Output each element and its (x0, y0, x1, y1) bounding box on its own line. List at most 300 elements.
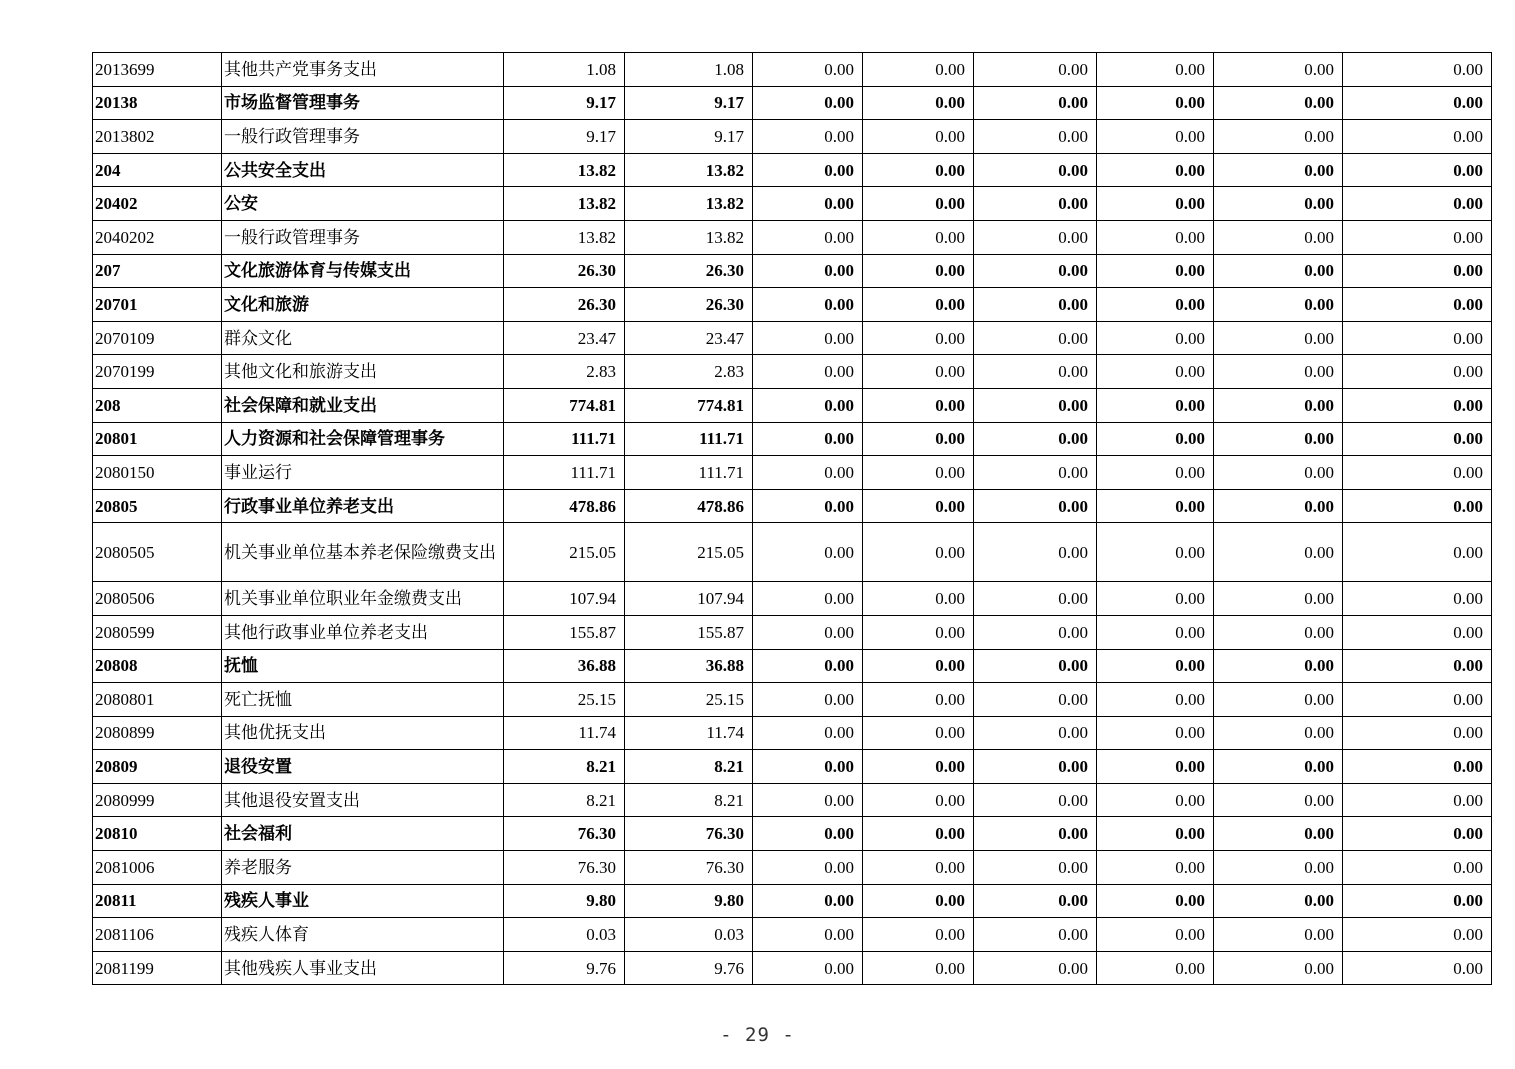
amount-cell: 774.81 (504, 388, 625, 422)
amount-cell: 0.00 (974, 321, 1097, 355)
amount-cell: 0.00 (1097, 523, 1214, 582)
amount-cell: 0.00 (1214, 288, 1343, 322)
amount-cell: 0.00 (1097, 355, 1214, 389)
amount-cell: 0.00 (1097, 388, 1214, 422)
amount-cell: 8.21 (504, 783, 625, 817)
amount-cell: 0.00 (1097, 489, 1214, 523)
amount-cell: 0.00 (1214, 582, 1343, 616)
amount-cell: 0.00 (1343, 187, 1492, 221)
amount-cell: 0.00 (1214, 220, 1343, 254)
subject-code-cell: 2070109 (93, 321, 222, 355)
amount-cell: 0.00 (974, 153, 1097, 187)
amount-cell: 0.00 (974, 884, 1097, 918)
amount-cell: 0.00 (1214, 187, 1343, 221)
amount-cell: 0.00 (1343, 750, 1492, 784)
amount-cell: 0.00 (1343, 355, 1492, 389)
table-row (93, 523, 1492, 582)
amount-cell: 0.00 (863, 683, 974, 717)
amount-cell: 76.30 (625, 817, 753, 851)
amount-cell: 0.00 (1214, 951, 1343, 985)
amount-cell: 0.00 (863, 783, 974, 817)
amount-cell: 8.21 (625, 783, 753, 817)
amount-cell: 0.00 (974, 187, 1097, 221)
amount-cell: 0.00 (863, 288, 974, 322)
amount-cell: 0.00 (753, 187, 863, 221)
amount-cell: 0.00 (1343, 86, 1492, 120)
amount-cell: 9.76 (504, 951, 625, 985)
subject-code-cell: 2081006 (93, 851, 222, 885)
amount-cell: 0.00 (974, 683, 1097, 717)
amount-cell: 2.83 (504, 355, 625, 389)
amount-cell: 0.00 (753, 489, 863, 523)
table-row (93, 321, 1492, 355)
amount-cell: 0.00 (974, 951, 1097, 985)
amount-cell: 0.00 (863, 187, 974, 221)
amount-cell: 0.00 (1097, 716, 1214, 750)
amount-cell: 0.00 (753, 649, 863, 683)
amount-cell: 0.00 (1343, 489, 1492, 523)
table-row (93, 615, 1492, 649)
amount-cell: 9.80 (504, 884, 625, 918)
amount-cell: 9.17 (625, 120, 753, 154)
amount-cell: 0.00 (1343, 321, 1492, 355)
amount-cell: 0.00 (974, 523, 1097, 582)
amount-cell: 0.00 (1214, 422, 1343, 456)
table-row (93, 918, 1492, 952)
amount-cell: 111.71 (625, 456, 753, 490)
amount-cell: 0.00 (1097, 783, 1214, 817)
table-row (93, 86, 1492, 120)
amount-cell: 0.00 (863, 86, 974, 120)
subject-name-cell: 抚恤 (222, 649, 504, 683)
amount-cell: 0.00 (974, 783, 1097, 817)
subject-name-cell: 社会保障和就业支出 (222, 388, 504, 422)
amount-cell: 0.00 (974, 86, 1097, 120)
subject-code-cell: 208 (93, 388, 222, 422)
amount-cell: 76.30 (504, 817, 625, 851)
amount-cell: 0.00 (753, 254, 863, 288)
amount-cell: 478.86 (504, 489, 625, 523)
amount-cell: 0.00 (974, 220, 1097, 254)
subject-name-cell: 其他共产党事务支出 (222, 53, 504, 87)
subject-name-cell: 其他优抚支出 (222, 716, 504, 750)
amount-cell: 13.82 (625, 220, 753, 254)
amount-cell: 26.30 (625, 288, 753, 322)
amount-cell: 0.00 (1097, 884, 1214, 918)
amount-cell: 0.03 (504, 918, 625, 952)
subject-code-cell: 20801 (93, 422, 222, 456)
subject-code-cell: 2080505 (93, 523, 222, 582)
amount-cell: 0.00 (1343, 683, 1492, 717)
subject-code-cell: 20808 (93, 649, 222, 683)
amount-cell: 0.03 (625, 918, 753, 952)
subject-name-cell: 退役安置 (222, 750, 504, 784)
subject-name-cell: 公共安全支出 (222, 153, 504, 187)
amount-cell: 0.00 (1343, 918, 1492, 952)
amount-cell: 9.17 (504, 86, 625, 120)
subject-code-cell: 2081106 (93, 918, 222, 952)
amount-cell: 8.21 (504, 750, 625, 784)
amount-cell: 0.00 (1343, 288, 1492, 322)
amount-cell: 0.00 (863, 355, 974, 389)
table-row (93, 582, 1492, 616)
amount-cell: 0.00 (753, 321, 863, 355)
amount-cell: 76.30 (504, 851, 625, 885)
subject-name-cell: 机关事业单位职业年金缴费支出 (222, 582, 504, 616)
amount-cell: 23.47 (625, 321, 753, 355)
amount-cell: 0.00 (753, 683, 863, 717)
table-row (93, 53, 1492, 87)
amount-cell: 9.76 (625, 951, 753, 985)
amount-cell: 23.47 (504, 321, 625, 355)
amount-cell: 0.00 (1343, 716, 1492, 750)
amount-cell: 0.00 (1214, 120, 1343, 154)
subject-code-cell: 20138 (93, 86, 222, 120)
subject-code-cell: 2080899 (93, 716, 222, 750)
amount-cell: 0.00 (1214, 716, 1343, 750)
amount-cell: 0.00 (974, 388, 1097, 422)
subject-name-cell: 残疾人事业 (222, 884, 504, 918)
subject-name-cell: 事业运行 (222, 456, 504, 490)
amount-cell: 0.00 (863, 918, 974, 952)
table-row (93, 456, 1492, 490)
amount-cell: 0.00 (753, 615, 863, 649)
amount-cell: 0.00 (1343, 582, 1492, 616)
amount-cell: 107.94 (504, 582, 625, 616)
amount-cell: 26.30 (625, 254, 753, 288)
subject-name-cell: 群众文化 (222, 321, 504, 355)
amount-cell: 0.00 (1343, 254, 1492, 288)
amount-cell: 0.00 (863, 153, 974, 187)
amount-cell: 0.00 (1214, 683, 1343, 717)
subject-code-cell: 2013699 (93, 53, 222, 87)
table-body (93, 53, 1492, 985)
amount-cell: 0.00 (753, 750, 863, 784)
amount-cell: 0.00 (1214, 489, 1343, 523)
table-row (93, 220, 1492, 254)
amount-cell: 0.00 (974, 817, 1097, 851)
amount-cell: 0.00 (1097, 582, 1214, 616)
amount-cell: 11.74 (504, 716, 625, 750)
subject-name-cell: 公安 (222, 187, 504, 221)
amount-cell: 25.15 (504, 683, 625, 717)
subject-name-cell: 一般行政管理事务 (222, 120, 504, 154)
amount-cell: 0.00 (753, 884, 863, 918)
amount-cell: 36.88 (625, 649, 753, 683)
amount-cell: 0.00 (753, 582, 863, 616)
amount-cell: 0.00 (1097, 851, 1214, 885)
amount-cell: 0.00 (974, 851, 1097, 885)
amount-cell: 0.00 (974, 53, 1097, 87)
amount-cell: 111.71 (504, 456, 625, 490)
amount-cell: 26.30 (504, 288, 625, 322)
amount-cell: 0.00 (753, 86, 863, 120)
amount-cell: 0.00 (863, 649, 974, 683)
amount-cell: 0.00 (1214, 321, 1343, 355)
amount-cell: 0.00 (753, 716, 863, 750)
amount-cell: 0.00 (974, 288, 1097, 322)
table-row (93, 783, 1492, 817)
amount-cell: 0.00 (1097, 649, 1214, 683)
amount-cell: 0.00 (753, 120, 863, 154)
amount-cell: 0.00 (1097, 683, 1214, 717)
subject-code-cell: 20809 (93, 750, 222, 784)
amount-cell: 478.86 (625, 489, 753, 523)
amount-cell: 0.00 (863, 523, 974, 582)
amount-cell: 36.88 (504, 649, 625, 683)
amount-cell: 9.17 (504, 120, 625, 154)
subject-name-cell: 其他行政事业单位养老支出 (222, 615, 504, 649)
table-row (93, 187, 1492, 221)
amount-cell: 0.00 (1097, 918, 1214, 952)
amount-cell: 0.00 (753, 456, 863, 490)
subject-code-cell: 2080999 (93, 783, 222, 817)
amount-cell: 0.00 (974, 456, 1097, 490)
subject-code-cell: 2040202 (93, 220, 222, 254)
amount-cell: 0.00 (863, 120, 974, 154)
amount-cell: 0.00 (1097, 817, 1214, 851)
amount-cell: 0.00 (1214, 918, 1343, 952)
subject-name-cell: 人力资源和社会保障管理事务 (222, 422, 504, 456)
amount-cell: 0.00 (863, 456, 974, 490)
amount-cell: 155.87 (625, 615, 753, 649)
amount-cell: 107.94 (625, 582, 753, 616)
table-row (93, 716, 1492, 750)
amount-cell: 8.21 (625, 750, 753, 784)
amount-cell: 0.00 (1343, 153, 1492, 187)
subject-name-cell: 残疾人体育 (222, 918, 504, 952)
amount-cell: 0.00 (1097, 220, 1214, 254)
amount-cell: 0.00 (1214, 649, 1343, 683)
amount-cell: 0.00 (1097, 153, 1214, 187)
amount-cell: 0.00 (863, 817, 974, 851)
amount-cell: 0.00 (863, 851, 974, 885)
amount-cell: 0.00 (1214, 456, 1343, 490)
amount-cell: 0.00 (974, 422, 1097, 456)
amount-cell: 13.82 (504, 220, 625, 254)
amount-cell: 0.00 (1097, 321, 1214, 355)
amount-cell: 11.74 (625, 716, 753, 750)
subject-name-cell: 其他残疾人事业支出 (222, 951, 504, 985)
amount-cell: 76.30 (625, 851, 753, 885)
amount-cell: 2.83 (625, 355, 753, 389)
amount-cell: 0.00 (1214, 615, 1343, 649)
amount-cell: 0.00 (753, 951, 863, 985)
amount-cell: 0.00 (753, 53, 863, 87)
subject-code-cell: 2013802 (93, 120, 222, 154)
amount-cell: 25.15 (625, 683, 753, 717)
subject-name-cell: 社会福利 (222, 817, 504, 851)
subject-name-cell: 机关事业单位基本养老保险缴费支出 (222, 523, 504, 582)
amount-cell: 0.00 (863, 388, 974, 422)
amount-cell: 0.00 (753, 388, 863, 422)
amount-cell: 0.00 (1343, 817, 1492, 851)
amount-cell: 0.00 (1343, 388, 1492, 422)
subject-code-cell: 20701 (93, 288, 222, 322)
budget-table (92, 52, 1492, 985)
amount-cell: 0.00 (1214, 355, 1343, 389)
amount-cell: 0.00 (1214, 254, 1343, 288)
amount-cell: 0.00 (1343, 851, 1492, 885)
amount-cell: 0.00 (1097, 750, 1214, 784)
table-row (93, 288, 1492, 322)
amount-cell: 0.00 (863, 615, 974, 649)
amount-cell: 0.00 (1343, 649, 1492, 683)
amount-cell: 0.00 (1214, 53, 1343, 87)
subject-code-cell: 2070199 (93, 355, 222, 389)
amount-cell: 1.08 (504, 53, 625, 87)
amount-cell: 0.00 (1097, 86, 1214, 120)
amount-cell: 0.00 (1343, 951, 1492, 985)
table-row (93, 422, 1492, 456)
amount-cell: 0.00 (1214, 388, 1343, 422)
amount-cell: 26.30 (504, 254, 625, 288)
table-row (93, 254, 1492, 288)
amount-cell: 0.00 (974, 750, 1097, 784)
subject-name-cell: 一般行政管理事务 (222, 220, 504, 254)
amount-cell: 0.00 (863, 716, 974, 750)
amount-cell: 9.80 (625, 884, 753, 918)
amount-cell: 0.00 (974, 649, 1097, 683)
amount-cell: 0.00 (1343, 53, 1492, 87)
amount-cell: 0.00 (1097, 254, 1214, 288)
amount-cell: 0.00 (1343, 456, 1492, 490)
amount-cell: 111.71 (504, 422, 625, 456)
amount-cell: 0.00 (863, 254, 974, 288)
subject-code-cell: 207 (93, 254, 222, 288)
amount-cell: 0.00 (863, 884, 974, 918)
amount-cell: 13.82 (504, 153, 625, 187)
amount-cell: 0.00 (1214, 783, 1343, 817)
page-number: - 29 - (720, 1024, 795, 1046)
amount-cell: 0.00 (1097, 456, 1214, 490)
amount-cell: 0.00 (1097, 951, 1214, 985)
amount-cell: 0.00 (753, 288, 863, 322)
amount-cell: 0.00 (753, 783, 863, 817)
subject-name-cell: 文化和旅游 (222, 288, 504, 322)
amount-cell: 774.81 (625, 388, 753, 422)
amount-cell: 0.00 (753, 851, 863, 885)
amount-cell: 0.00 (863, 489, 974, 523)
subject-name-cell: 其他退役安置支出 (222, 783, 504, 817)
amount-cell: 0.00 (863, 951, 974, 985)
table-row (93, 884, 1492, 918)
table-row (93, 153, 1492, 187)
table-row (93, 851, 1492, 885)
amount-cell: 0.00 (863, 582, 974, 616)
subject-code-cell: 204 (93, 153, 222, 187)
amount-cell: 0.00 (1097, 615, 1214, 649)
table-row (93, 750, 1492, 784)
subject-code-cell: 20402 (93, 187, 222, 221)
subject-name-cell: 死亡抚恤 (222, 683, 504, 717)
amount-cell: 0.00 (1214, 523, 1343, 582)
amount-cell: 1.08 (625, 53, 753, 87)
subject-code-cell: 2080506 (93, 582, 222, 616)
amount-cell: 0.00 (1343, 120, 1492, 154)
table-row (93, 817, 1492, 851)
subject-code-cell: 20805 (93, 489, 222, 523)
amount-cell: 0.00 (753, 153, 863, 187)
subject-name-cell: 其他文化和旅游支出 (222, 355, 504, 389)
subject-code-cell: 2080599 (93, 615, 222, 649)
amount-cell: 0.00 (863, 422, 974, 456)
amount-cell: 0.00 (1097, 288, 1214, 322)
table-row (93, 120, 1492, 154)
amount-cell: 0.00 (753, 355, 863, 389)
amount-cell: 0.00 (863, 220, 974, 254)
subject-code-cell: 2080801 (93, 683, 222, 717)
amount-cell: 0.00 (1343, 783, 1492, 817)
subject-name-cell: 行政事业单位养老支出 (222, 489, 504, 523)
amount-cell: 0.00 (1343, 615, 1492, 649)
amount-cell: 0.00 (974, 918, 1097, 952)
amount-cell: 0.00 (1214, 86, 1343, 120)
table-row (93, 388, 1492, 422)
amount-cell: 155.87 (504, 615, 625, 649)
subject-name-cell: 市场监督管理事务 (222, 86, 504, 120)
amount-cell: 0.00 (863, 750, 974, 784)
amount-cell: 13.82 (504, 187, 625, 221)
amount-cell: 0.00 (974, 615, 1097, 649)
amount-cell: 0.00 (1097, 53, 1214, 87)
amount-cell: 0.00 (974, 120, 1097, 154)
amount-cell: 0.00 (753, 523, 863, 582)
amount-cell: 111.71 (625, 422, 753, 456)
table-row (93, 951, 1492, 985)
subject-name-cell: 文化旅游体育与传媒支出 (222, 254, 504, 288)
amount-cell: 0.00 (863, 53, 974, 87)
amount-cell: 0.00 (1097, 187, 1214, 221)
subject-code-cell: 20811 (93, 884, 222, 918)
table-row (93, 683, 1492, 717)
amount-cell: 0.00 (974, 716, 1097, 750)
subject-code-cell: 2080150 (93, 456, 222, 490)
amount-cell: 9.17 (625, 86, 753, 120)
subject-code-cell: 20810 (93, 817, 222, 851)
amount-cell: 215.05 (625, 523, 753, 582)
amount-cell: 0.00 (1214, 884, 1343, 918)
amount-cell: 13.82 (625, 153, 753, 187)
subject-name-cell: 养老服务 (222, 851, 504, 885)
amount-cell: 0.00 (974, 489, 1097, 523)
amount-cell: 0.00 (1214, 153, 1343, 187)
amount-cell: 0.00 (974, 582, 1097, 616)
amount-cell: 0.00 (1097, 422, 1214, 456)
amount-cell: 0.00 (974, 254, 1097, 288)
amount-cell: 0.00 (1343, 220, 1492, 254)
amount-cell: 0.00 (753, 422, 863, 456)
amount-cell: 0.00 (863, 321, 974, 355)
table-row (93, 649, 1492, 683)
subject-code-cell: 2081199 (93, 951, 222, 985)
amount-cell: 13.82 (625, 187, 753, 221)
amount-cell: 0.00 (1343, 422, 1492, 456)
table-row (93, 489, 1492, 523)
amount-cell: 0.00 (1097, 120, 1214, 154)
amount-cell: 215.05 (504, 523, 625, 582)
amount-cell: 0.00 (1214, 750, 1343, 784)
table-row (93, 355, 1492, 389)
amount-cell: 0.00 (1343, 884, 1492, 918)
amount-cell: 0.00 (753, 220, 863, 254)
amount-cell: 0.00 (753, 817, 863, 851)
amount-cell: 0.00 (753, 918, 863, 952)
amount-cell: 0.00 (1343, 523, 1492, 582)
amount-cell: 0.00 (1214, 851, 1343, 885)
amount-cell: 0.00 (1214, 817, 1343, 851)
amount-cell: 0.00 (974, 355, 1097, 389)
